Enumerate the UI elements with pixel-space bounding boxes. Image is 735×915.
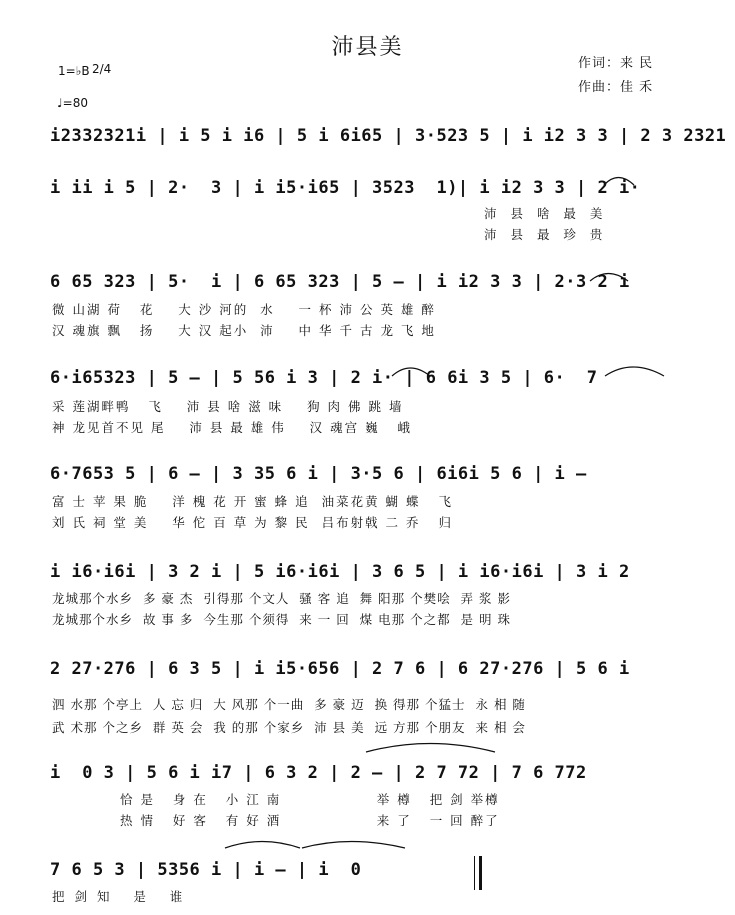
- notes-row-1: i2332321i | i 5 i i6 | 5 i 6i65 | 3·523 5 | i i2 3 3 | 2 3 2321: [50, 126, 727, 146]
- lyrics-row-3-verse-2: 汉 魂旗 飘 扬 大 汉 起小 沛 中 华 千 古 龙 飞 地: [52, 323, 436, 338]
- lyrics-row-2-verse-1: 沛 县 啥 最 美: [484, 206, 608, 221]
- notes-row-8: i 0 3 | 5 6 i i7 | 6 3 2 | 2 – | 2 7 72 | 7 6 772: [50, 763, 587, 783]
- lyrics-row-6-verse-1: 龙城那个水乡 多 豪 杰 引得那 个文人 骚 客 追 舞 阳那 个樊哙 弄 浆 影: [52, 591, 511, 606]
- lyrics-row-7-verse-1: 泗 水那 个亭上 人 忘 归 大 风那 个一曲 多 豪 迈 换 得那 个猛士 永 相 随: [52, 697, 526, 712]
- lyrics-row-5-verse-2: 刘 氏 祠 堂 美 华 佗 百 草 为 黎 民 吕布射戟 二 乔 归: [52, 515, 453, 530]
- notes-row-4: 6·i65323 | 5 – | 5 56 i 3 | 2 i· | 6 6i 3 5 | 6· 7: [50, 368, 598, 388]
- tempo-marking: ♩=80: [57, 96, 88, 110]
- song-title: 沛县美: [331, 35, 404, 60]
- time-signature: 2/4: [92, 62, 112, 76]
- composer-credit: 作曲：佳 禾: [578, 80, 654, 95]
- notes-row-6: i i6·i6i | 3 2 i | 5 i6·i6i | 3 6 5 | i i6·i6i | 3 i 2: [50, 562, 630, 582]
- notes-row-2: i ii i 5 | 2· 3 | i i5·i65 | 3523 1)| i i2 3 3 | 2 i·: [50, 178, 641, 198]
- notes-row-3: 6 65 323 | 5· i | 6 65 323 | 5 – | i i2 3 3 | 2·3 2 i: [50, 272, 630, 292]
- lyrics-row-6-verse-2: 龙城那个水乡 故 事 多 今生那 个须得 来 一 回 煤 电那 个之都 是 明 珠: [52, 612, 511, 627]
- lyrics-row-8-verse-2: 热 情 好 客 有 好 酒 来 了 一 回 醉了: [120, 813, 500, 828]
- lyrics-row-2-verse-2: 沛 县 最 珍 贵: [484, 227, 608, 242]
- lyrics-row-7-verse-2: 武 术那 个之乡 群 英 会 我 的那 个家乡 沛 县 美 远 方那 个朋友 来 相 会: [52, 720, 526, 735]
- lyrics-row-5-verse-1: 富 士 苹 果 脆 洋 槐 花 开 蜜 蜂 追 油菜花黄 蝴 蝶 飞: [52, 494, 453, 509]
- lyricist-credit: 作词：来 民: [578, 56, 654, 71]
- slur: [366, 744, 495, 753]
- lyrics-row-4-verse-1: 采 莲湖畔鸭 飞 沛 县 啥 滋 味 狗 肉 佛 跳 墙: [52, 399, 404, 414]
- final-barline-thick: [479, 856, 482, 890]
- key-signature: 1=♭B: [58, 64, 90, 78]
- lyrics-row-3-verse-1: 微 山湖 荷 花 大 沙 河的 水 一 杯 沛 公 英 雄 醉: [52, 302, 436, 317]
- notes-row-7: 2 27·276 | 6 3 5 | i i5·656 | 2 7 6 | 6 27·276 | 5 6 i: [50, 659, 630, 679]
- lyrics-row-4-verse-2: 神 龙见首不见 尾 沛 县 最 雄 伟 汉 魂宫 巍 峨: [52, 420, 412, 435]
- notes-row-5: 6·7653 5 | 6 – | 3 35 6 i | 3·5 6 | 6i6i 5 6 | i –: [50, 464, 587, 484]
- lyrics-row-8-verse-1: 恰 是 身 在 小 江 南 举 樽 把 剑 举樽: [120, 792, 500, 807]
- slur: [302, 842, 405, 849]
- lyrics-row-9-verse-1: 把 剑 知 是 谁: [52, 889, 186, 904]
- score-row-1: [50, 126, 727, 170]
- final-barline-thin: [474, 856, 475, 890]
- slur: [225, 842, 300, 849]
- notes-row-9: 7 6 5 3 | 5356 i | i – | i 0: [50, 860, 362, 880]
